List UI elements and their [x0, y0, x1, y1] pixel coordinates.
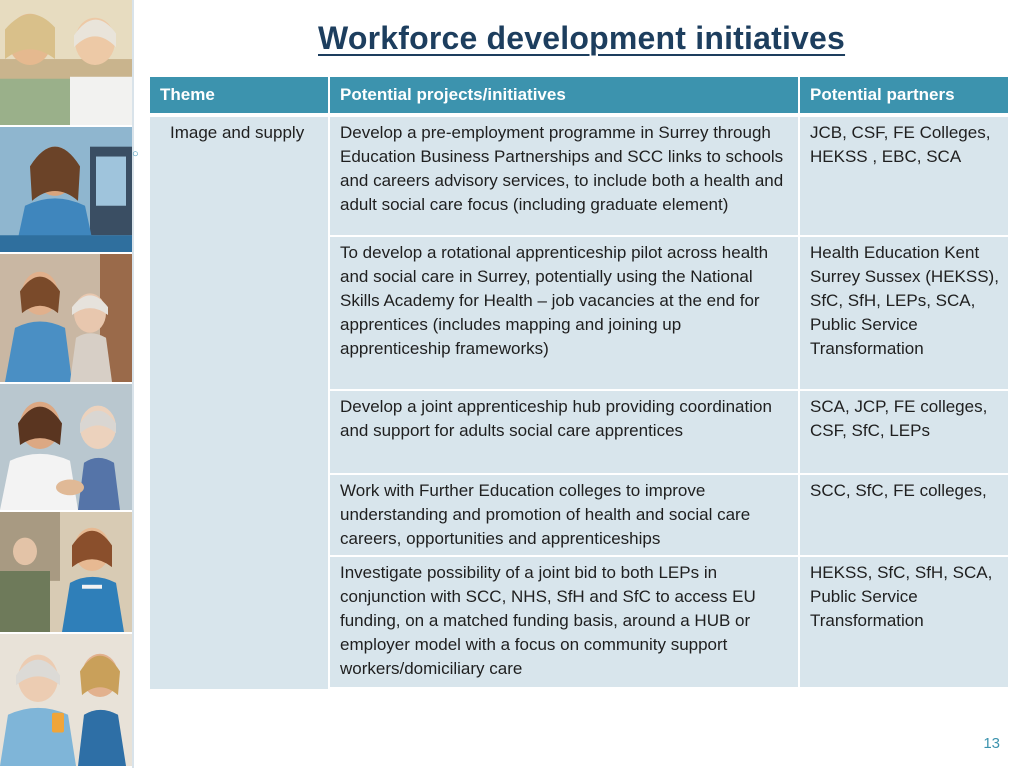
project-cell: Develop a joint apprenticeship hub providing coordination and support for adults social care apprentices	[330, 391, 798, 475]
photo-nurse-at-desk	[0, 127, 133, 254]
partners-cell: SCA, JCP, FE colleges, CSF, SfC, LEPs	[800, 391, 1008, 475]
partners-cell: HEKSS, SfC, SfH, SCA, Public Service Transformation	[800, 557, 1008, 689]
photo-elderly-woman-with-drink	[0, 634, 133, 768]
project-cell: Work with Further Education colleges to improve understanding and promotion of health and social care careers, opportunities and apprenticeships	[330, 475, 798, 557]
project-cell: To develop a rotational apprenticeship pilot across health and social care in Surrey, potentially using the National Skills Academy for Health – job vacancies at the end for apprentices (includes mapping and joining up apprenticeship frameworks)	[330, 237, 798, 391]
photo-carer-holding-hands	[0, 384, 133, 512]
project-cell: Investigate possibility of a joint bid to both LEPs in conjunction with SCC, NHS, SfH and SfC to access EU funding, on a matched funding basis, around a HUB or employer model with a focus on community support workers/domiciliary care	[330, 557, 798, 689]
table-header-row	[150, 77, 1008, 113]
photo-strip	[0, 0, 139, 768]
header-projects: Potential projects/initiatives	[330, 77, 798, 113]
header-partners: Potential partners	[800, 77, 1008, 113]
strip-divider	[132, 0, 134, 768]
photo-elderly-women-smiling	[0, 0, 133, 127]
theme-cell: Image and supply	[150, 117, 328, 689]
bullet-dot: ○	[132, 148, 139, 160]
partners-cell: SCC, SfC, FE colleges,	[800, 475, 1008, 557]
photo-carer-with-elderly-woman	[0, 254, 133, 384]
photo-care-home-lounge	[0, 512, 133, 634]
page-number: 13	[983, 735, 1000, 752]
table-row	[150, 117, 1008, 237]
header-theme: Theme	[150, 77, 328, 113]
partners-cell: Health Education Kent Surrey Sussex (HEKSS), SfC, SfH, LEPs, SCA, Public Service Transformation	[800, 237, 1008, 391]
project-cell: Develop a pre-employment programme in Surrey through Education Business Partnerships and SCC links to schools and careers advisory services, to include both a health and adult social care focus (including graduate element)	[330, 117, 798, 237]
slide-title: Workforce development initiatives	[318, 20, 846, 56]
partners-cell: JCB, CSF, FE Colleges, HEKSS , EBC, SCA	[800, 117, 1008, 237]
initiatives-table	[148, 77, 1010, 689]
